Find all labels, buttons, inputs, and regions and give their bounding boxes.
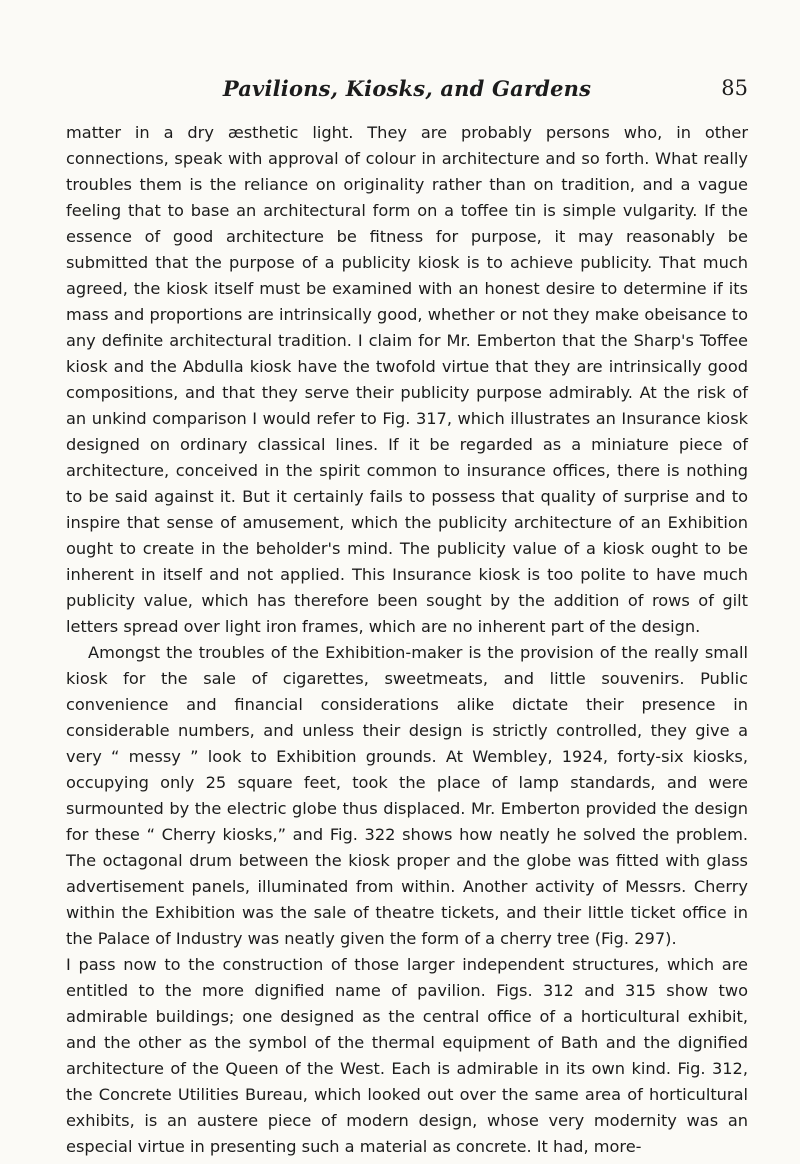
running-head <box>66 70 748 106</box>
body-text <box>66 120 748 1160</box>
paragraph: Amongst the troubles of the Exhibition-maker is the provision of the really small kiosk for the sale of cigarettes, sweetmeats, and little souvenirs. Public convenience and financial considerations alike dictate their presence in considerable numbers, and unless their design is strictly controlled, they give a very “ messy ” look to Exhibition grounds. At Wembley, 1924, forty-six kiosks, occupying only 25 square feet, took the place of lamp standards, and were surmounted by the electric globe thus displaced. Mr. Emberton provided the design for these “ Cherry kiosks,” and Fig. 322 shows how neatly he solved the problem. The octagonal drum between the kiosk proper and the globe was fitted with glass advertisement panels, illuminated from within. Another activity of Messrs. Cherry within the Exhibition was the sale of theatre tickets, and their little ticket office in the Palace of Industry was neatly given the form of a cherry tree (Fig. 297). <box>66 643 748 948</box>
running-title: Pavilions, Kiosks, and Gardens <box>222 76 592 101</box>
book-page <box>66 70 748 1160</box>
page-number: 85 <box>721 76 748 100</box>
paragraph: matter in a dry æsthetic light. They are probably persons who, in other connections, speak with approval of colour in architecture and so forth. What really troubles them is the reliance on originality rather than on tradition, and a vague feeling that to base an architectural form on a toffee tin is simple vulgarity. If the essence of good architecture be fitness for purpose, it may reasonably be submitted that the purpose of a publicity kiosk is to achieve publicity. That much agreed, the kiosk itself must be examined with an honest desire to determine if its mass and proportions are intrinsically good, whether or not they make obeisance to any definite architectural tradition. I claim for Mr. Emberton that the Sharp's Toffee kiosk and the Abdulla kiosk have the twofold virtue that they are intrinsically good compositions, and that they serve their publicity purpose admirably. At the risk of an unkind comparison I would refer to Fig. 317, which illustrates an Insurance kiosk designed on ordinary classical lines. If it be regarded as a miniature piece of architecture, conceived in the spirit common to insurance offices, there is nothing to be said against it. But it certainly fails to possess that quality of surprise and to inspire that sense of amusement, which the publicity architecture of an Exhibition ought to create in the beholder's mind. The publicity value of a kiosk ought to be inherent in itself and not applied. This Insurance kiosk is too polite to have much publicity value, which has therefore been sought by the addition of rows of gilt letters spread over light iron frames, which are no inherent part of the design. <box>66 123 748 636</box>
paragraph: I pass now to the construction of those larger independent structures, which are entitled to the more dignified name of pavilion. Figs. 312 and 315 show two admirable buildings; one designed as the central office of a horticultural exhibit, and the other as the symbol of the thermal equipment of Bath and the dignified architecture of the Queen of the West. Each is admirable in its own kind. Fig. 312, the Concrete Utilities Bureau, which looked out over the same area of horticultural exhibits, is an austere piece of modern design, whose very modernity was an especial virtue in presenting such a material as concrete. It had, more- <box>66 955 748 1156</box>
